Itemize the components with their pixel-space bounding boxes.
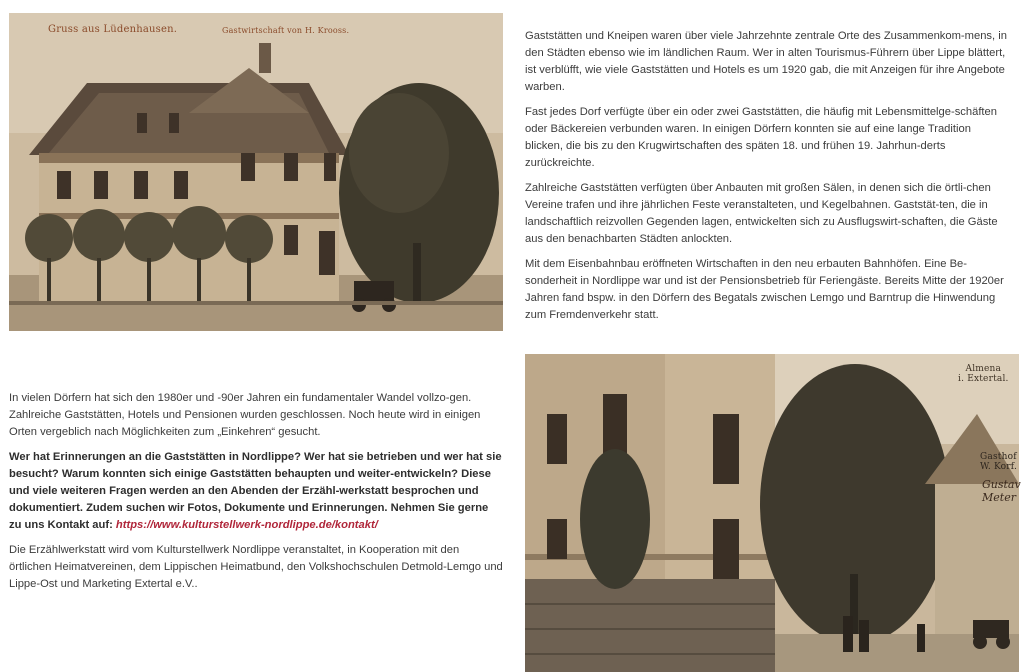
paragraph-outro: Die Erzählwerkstatt wird vom Kulturstellwerk Nordlippe veranstaltet, in Kooperation mit den örtlichen Heimatvereinen, dem Lippischen Heimatbund, den Volkshochschulen Detmold-Lemgo und Lippe-Ost und Marketing Extertal e.V.. [9, 544, 503, 590]
paragraph: Zahlreiche Gaststätten verfügten über Anbauten mit großen Sälen, in denen sich die örtli-chen Vereine trafen und ihre jährlichen Feste veranstalteten, und Kegelbahnen. Gaststät-ten, die in landschaftlich reizvollen Gegenden lagen, entwickelten sich zu Ausflugswirt-schaften, die Gäste aus den benachbarten Städten anlockten. [525, 182, 998, 245]
postcard-illustration [9, 13, 503, 331]
contact-link[interactable]: https://www.kulturstellwerk-nordlippe.de/kontakt/ [115, 519, 378, 531]
photo-gasthof-almena [525, 354, 1019, 672]
photo1-caption-right: Gastwirtschaft von H. Krooss. [222, 26, 350, 35]
photo2-handwriting: Gustav Meter [982, 478, 1021, 504]
paragraph-call-to-action [9, 449, 503, 534]
postcard-illustration [525, 354, 1019, 672]
bold-text: Wer hat Erinnerungen an die Gaststätten in Nordlippe? Wer hat sie betrieben und wer hat sie besucht? Warum konnten sich einige Gaststätten behaupten und weiter-entwickeln? Diese und viele weiteren Fragen werden an den Abenden der Erzähl-werkstatt besprochen und dokumentiert. Zudem suchen wir Fotos, Dokumente und Erinnerungen. Nehmen Sie gerne zu uns Kontakt auf: [9, 451, 502, 531]
paragraph-intro: In vielen Dörfern hat sich den 1980er und -90er Jahren ein fundamentaler Wandel vollzo-gen. Zahlreiche Gaststätten, Hotels und Pensionen wurden geschlossen. Noch heute wird in einigen Orten vergeblich nach Möglichkeiten zum „Einkehren“ gesucht. [9, 392, 481, 438]
photo2-caption-top: Almena i. Extertal. [958, 364, 1009, 384]
paragraph: Gaststätten und Kneipen waren über viele Jahrzehnte zentrale Orte des Zusammenkom-mens, in den Städten ebenso wie im ländlichen Raum. Wer in alten Tourismus-Führern über Lippe blättert, ist verblüfft, wie viele Gaststätten und Hotels es um 1920 gab, die mit Anzeigen für ihre Angebote warben. [525, 30, 1007, 93]
right-text-block [525, 28, 1011, 332]
paragraph: Fast jedes Dorf verfügte über ein oder zwei Gaststätten, die häufig mit Lebensmittelge-schäften oder Bäckereien verbunden waren. In einigen Dörfern konnten sie auf eine lange Tradition blicken, die bis zu den Krugwirtschaften des späten 18. und frühen 19. Jahrhun-derts zurückreichte. [525, 106, 997, 169]
photo1-caption-left: Gruss aus Lüdenhausen. [48, 24, 178, 35]
paragraph: Mit dem Eisenbahnbau eröffneten Wirtschaften in den neu erbauten Bahnhöfen. Eine Be-sonderheit in Nordlippe war und ist der Pensionsbetrieb für Feriengäste. Bereits Mitte der 1920er Jahren fand bspw. in den Dörfern des Begatals zwischen Lemgo und Barntrup die Hinwendung zum Fremdenverkehr statt. [525, 258, 1004, 321]
photo-gastwirtschaft-luedenhausen [9, 13, 503, 331]
left-text-block [9, 390, 503, 601]
photo2-sign-text: Gasthof W. Korf. [980, 452, 1018, 472]
